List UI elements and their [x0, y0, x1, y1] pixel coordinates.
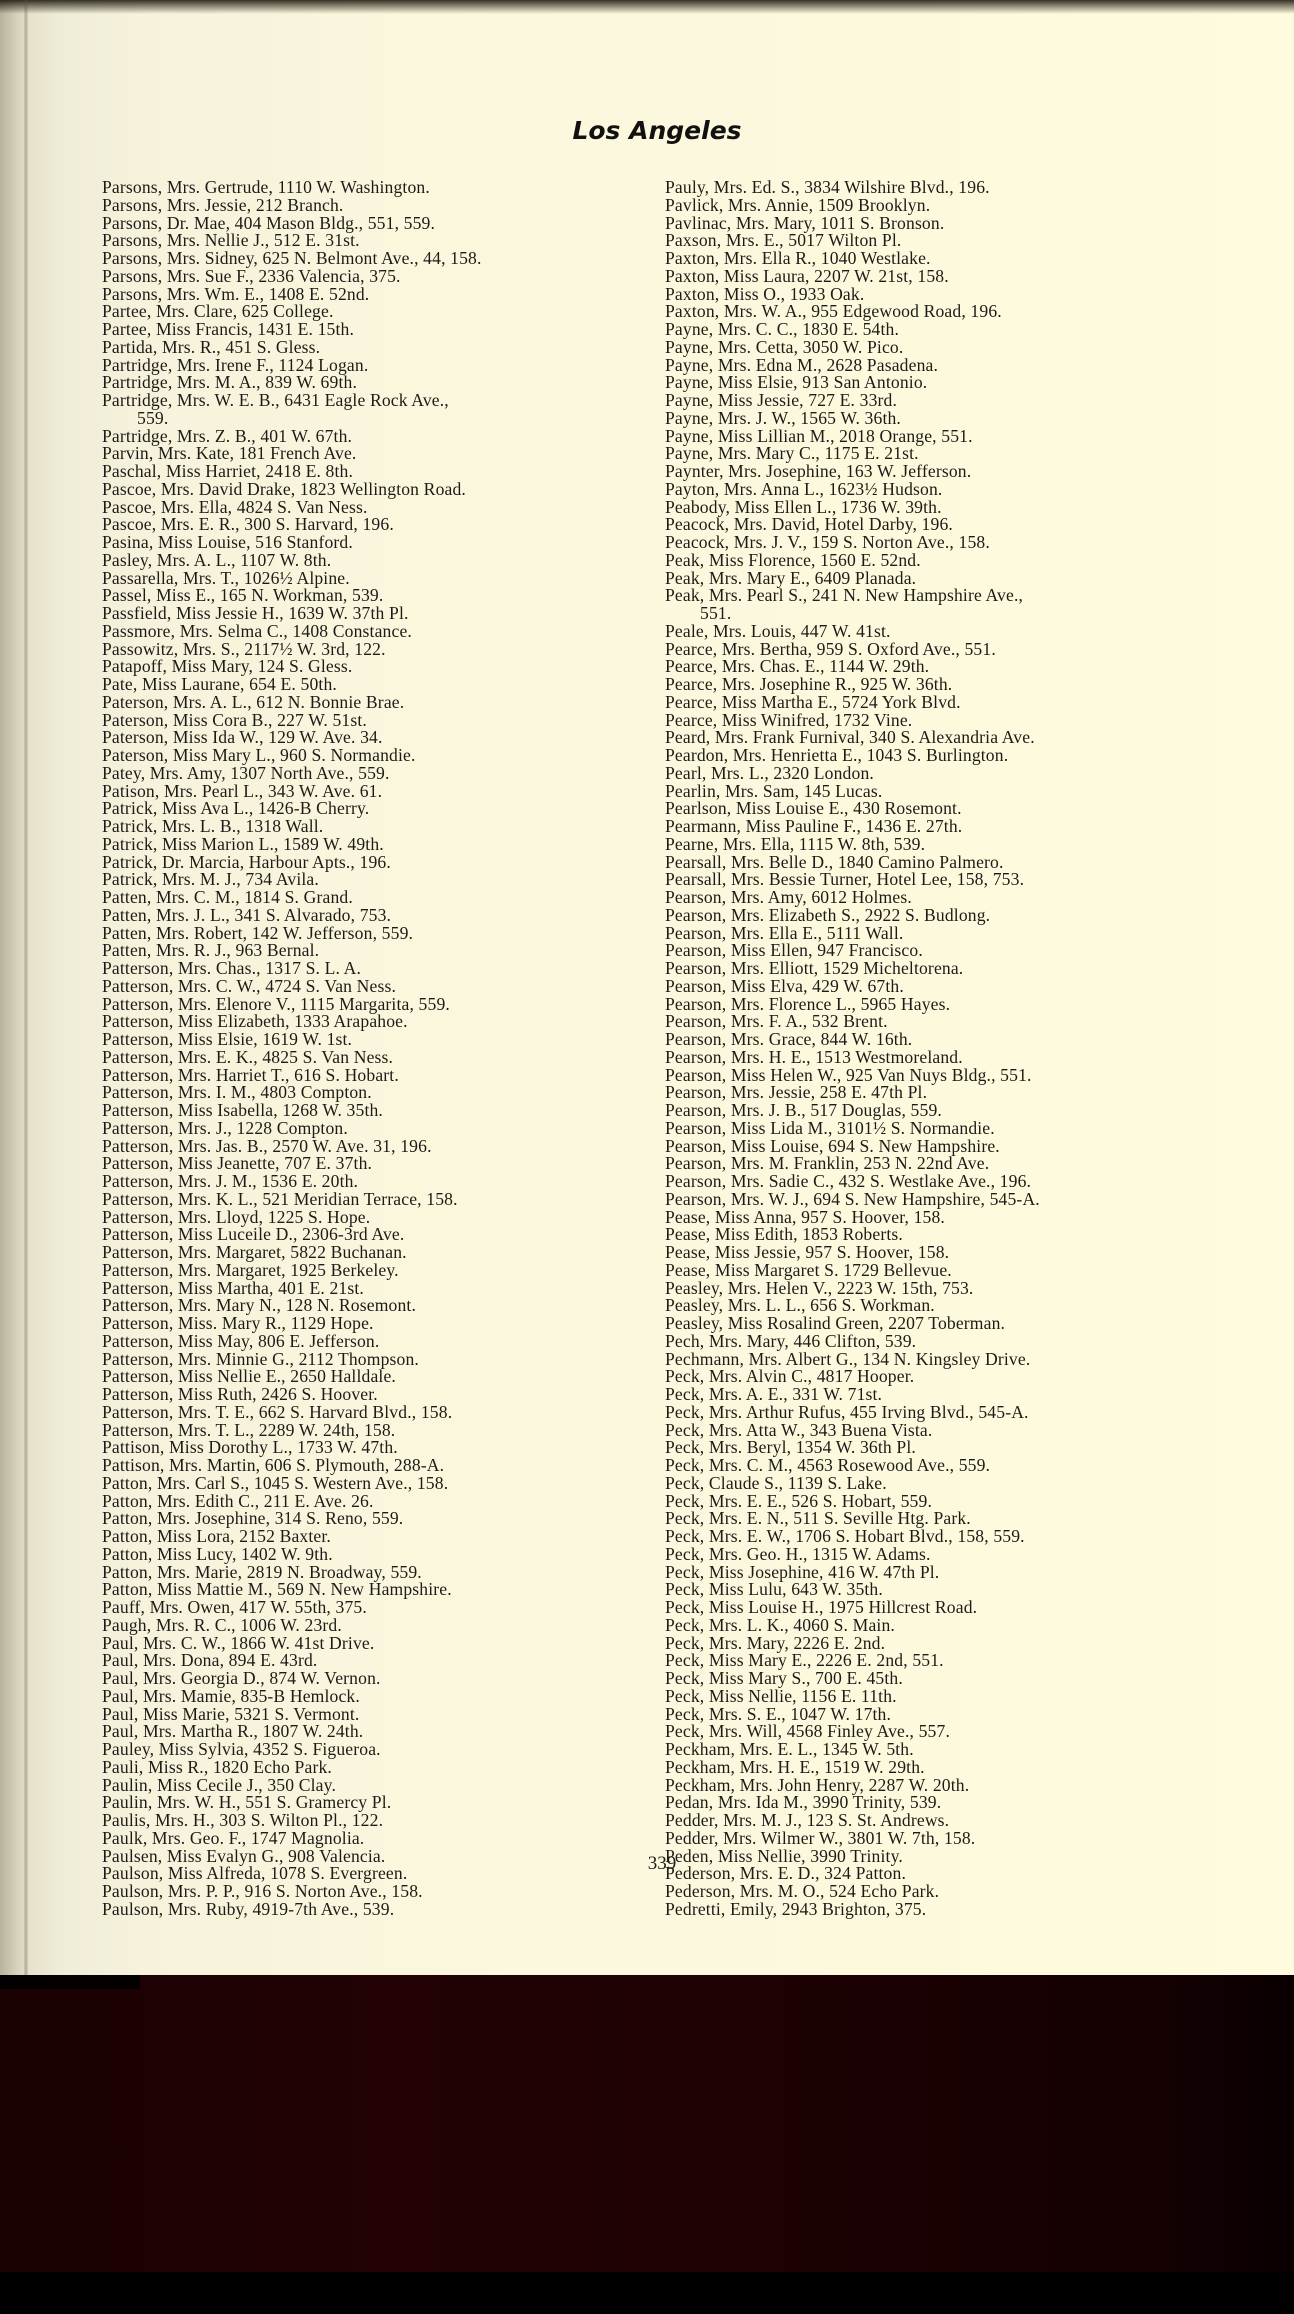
directory-entry: Pearson, Mrs. Amy, 6012 Holmes.: [665, 887, 912, 907]
directory-entry: Pearmann, Miss Pauline F., 1436 E. 27th.: [665, 816, 963, 836]
directory-entry: Peden, Miss Nellie, 3990 Trinity.: [665, 1845, 903, 1866]
directory-entry: Patterson, Mrs. Minnie G., 2112 Thompson.: [102, 1348, 419, 1369]
directory-entry: Pearce, Mrs. Chas. E., 1144 W. 29th.: [665, 656, 930, 677]
directory-entry: Peck, Mrs. Beryl, 1354 W. 36th Pl.: [665, 1437, 916, 1458]
directory-entry: Peck, Mrs. S. E., 1047 W. 17th.: [665, 1703, 892, 1724]
directory-entry: Paulk, Mrs. Geo. F., 1747 Magnolia.: [102, 1827, 365, 1848]
directory-entry: Patten, Mrs. Robert, 142 W. Jefferson, 559.: [102, 922, 414, 943]
directory-entry: Paugh, Mrs. R. C., 1006 W. 23rd.: [102, 1614, 342, 1635]
directory-entry: Pedder, Mrs. M. J., 123 S. St. Andrews.: [665, 1810, 950, 1830]
directory-entry: Peck, Miss Mary E., 2226 E. 2nd, 551.: [665, 1650, 944, 1671]
directory-entry: Peck, Miss Louise H., 1975 Hillcrest Road.: [665, 1597, 978, 1617]
directory-entry: Partridge, Mrs. Z. B., 401 W. 67th.: [102, 425, 353, 446]
directory-entry: Pavlick, Mrs. Annie, 1509 Brooklyn.: [665, 194, 931, 215]
directory-entry: Pearson, Mrs. Elliott, 1529 Micheltorena.: [665, 958, 964, 978]
directory-entry: Patterson, Mrs. Margaret, 5822 Buchanan.: [102, 1242, 407, 1262]
directory-entry: Pascoe, Mrs. E. R., 300 S. Harvard, 196.: [102, 514, 394, 535]
directory-entry: Paterson, Miss Mary L., 960 S. Normandie.: [102, 745, 416, 765]
directory-entry: Pedretti, Emily, 2943 Brighton, 375.: [665, 1898, 927, 1919]
directory-entry: Peck, Mrs. Geo. H., 1315 W. Adams.: [665, 1543, 931, 1564]
directory-entry: Patton, Mrs. Josephine, 314 S. Reno, 559.: [102, 1508, 404, 1529]
directory-entry: Patterson, Mrs. Margaret, 1925 Berkeley.: [102, 1259, 399, 1280]
page-title: Los Angeles: [572, 116, 742, 145]
directory-entry: Patterson, Mrs. J., 1228 Compton.: [102, 1117, 348, 1138]
directory-entry: Payne, Mrs. J. W., 1565 W. 36th.: [665, 407, 901, 428]
directory-entry: Pearne, Mrs. Ella, 1115 W. 8th, 539.: [665, 833, 926, 854]
directory-entry: Patten, Mrs. R. J., 963 Bernal.: [102, 940, 320, 961]
directory-entry: Pauli, Miss R., 1820 Echo Park.: [102, 1756, 332, 1777]
directory-entry: Patterson, Mrs. T. L., 2289 W. 24th, 158.: [102, 1419, 396, 1440]
directory-entry: Peabody, Miss Ellen L., 1736 W. 39th.: [665, 496, 942, 517]
directory-entry: Passfield, Miss Jessie H., 1639 W. 37th Pl.: [102, 603, 409, 623]
directory-entry: Peckham, Mrs. John Henry, 2287 W. 20th.: [665, 1774, 970, 1795]
directory-entry: Pederson, Mrs. E. D., 324 Patton.: [665, 1863, 906, 1884]
directory-entry: Paulin, Miss Cecile J., 350 Clay.: [102, 1774, 336, 1795]
directory-entry: Patterson, Miss Luceile D., 2306-3rd Ave.: [102, 1224, 405, 1245]
directory-entry: Partee, Miss Francis, 1431 E. 15th.: [102, 319, 355, 339]
directory-entry: Parsons, Mrs. Wm. E., 1408 E. 52nd.: [102, 283, 370, 304]
directory-entry: Peak, Mrs. Pearl S., 241 N. New Hampshire Ave.,: [665, 585, 1024, 606]
directory-entry: Patterson, Mrs. T. E., 662 S. Harvard Blvd., 158.: [102, 1401, 453, 1422]
directory-entry: Peak, Mrs. Mary E., 6409 Planada.: [665, 567, 917, 588]
directory-entry: Peck, Miss Lulu, 643 W. 35th.: [665, 1579, 883, 1600]
directory-entry: Patterson, Mrs. C. W., 4724 S. Van Ness.: [102, 975, 397, 996]
directory-entry: Pearson, Mrs. Sadie C., 432 S. Westlake Ave., 196.: [665, 1171, 1032, 1191]
directory-entry: Patterson, Miss Elizabeth, 1333 Arapahoe.: [102, 1011, 408, 1032]
directory-entry: Peck, Mrs. C. M., 4563 Rosewood Ave., 559.: [665, 1455, 991, 1475]
directory-entry: Pearson, Mrs. F. A., 532 Brent.: [665, 1011, 888, 1032]
directory-entry: Pearson, Miss Elva, 429 W. 67th.: [665, 975, 904, 996]
book-cover-background: [0, 1975, 1294, 2272]
directory-entry: Payne, Miss Elsie, 913 San Antonio.: [665, 372, 928, 393]
page-number: 339: [647, 1853, 677, 1874]
directory-entry: Payne, Miss Lillian M., 2018 Orange, 551.: [665, 425, 973, 446]
directory-entry: Patrick, Mrs. M. J., 734 Avila.: [102, 869, 319, 890]
directory-entry: Patterson, Miss May, 806 E. Jefferson.: [102, 1330, 380, 1351]
directory-entry: Pearson, Miss Lida M., 3101½ S. Normandie.: [665, 1117, 995, 1138]
directory-entry: Pedder, Mrs. Wilmer W., 3801 W. 7th, 158.: [665, 1827, 976, 1848]
directory-entry: Pearson, Mrs. H. E., 1513 Westmoreland.: [665, 1046, 963, 1067]
directory-entry: Payne, Miss Jessie, 727 E. 33rd.: [665, 390, 898, 410]
directory-entry: Passarella, Mrs. T., 1026½ Alpine.: [102, 567, 350, 588]
directory-entry: Pechmann, Mrs. Albert G., 134 N. Kingsley Drive.: [665, 1348, 1031, 1369]
directory-entry: Peardon, Mrs. Henrietta E., 1043 S. Burlington.: [665, 745, 1009, 765]
directory-entry: Pearce, Miss Martha E., 5724 York Blvd.: [665, 691, 961, 712]
directory-entry: Peck, Mrs. Alvin C., 4817 Hooper.: [665, 1366, 915, 1387]
directory-entry: Patterson, Mrs. Jas. B., 2570 W. Ave. 31, 196.: [102, 1135, 432, 1156]
directory-entry: Pascoe, Mrs. Ella, 4824 S. Van Ness.: [102, 496, 368, 517]
directory-entry: Pearce, Mrs. Bertha, 959 S. Oxford Ave., 551.: [665, 638, 996, 659]
directory-entry: Passel, Miss E., 165 N. Workman, 539.: [102, 585, 384, 606]
directory-entry: Patterson, Mrs. Elenore V., 1115 Margarita, 559.: [102, 993, 450, 1014]
directory-entry: Parvin, Mrs. Kate, 181 French Ave.: [102, 443, 357, 464]
left-column: [102, 179, 662, 1919]
scan-border: [0, 2272, 1294, 2314]
directory-entry: Paulis, Mrs. H., 303 S. Wilton Pl., 122.: [102, 1810, 384, 1830]
directory-entry: Payne, Mrs. Cetta, 3050 W. Pico.: [665, 336, 904, 357]
directory-entry: Peasley, Miss Rosalind Green, 2207 Toberman.: [665, 1313, 1006, 1333]
book-spine-shadow: [24, 0, 28, 1978]
directory-entry: Paul, Mrs. Mamie, 835-B Hemlock.: [102, 1685, 360, 1706]
directory-entry: Paul, Mrs. Dona, 894 E. 43rd.: [102, 1650, 318, 1671]
directory-entry: Patton, Mrs. Marie, 2819 N. Broadway, 559.: [102, 1561, 422, 1582]
directory-entry: Patton, Mrs. Edith C., 211 E. Ave. 26.: [102, 1490, 374, 1511]
directory-entry: Peck, Mrs. Will, 4568 Finley Ave., 557.: [665, 1721, 951, 1742]
directory-entry: Partridge, Mrs. Irene F., 1124 Logan.: [102, 354, 369, 375]
directory-entry: Patterson, Mrs. J. M., 1536 E. 20th.: [102, 1171, 359, 1191]
directory-entry: Pauff, Mrs. Owen, 417 W. 55th, 375.: [102, 1597, 367, 1617]
directory-entry: Patterson, Mrs. Lloyd, 1225 S. Hope.: [102, 1206, 371, 1227]
directory-entry: Patten, Mrs. C. M., 1814 S. Grand.: [102, 887, 353, 907]
directory-entry: Pearlson, Miss Louise E., 430 Rosemont.: [665, 798, 962, 819]
directory-entry: Patton, Mrs. Carl S., 1045 S. Western Ave., 158.: [102, 1472, 449, 1493]
directory-entry: Peck, Mrs. Atta W., 343 Buena Vista.: [665, 1419, 933, 1440]
directory-entry: Paul, Mrs. Martha R., 1807 W. 24th.: [102, 1721, 364, 1742]
directory-entry-continuation: 551.: [700, 603, 732, 623]
directory-entry: Pauley, Miss Sylvia, 4352 S. Figueroa.: [102, 1739, 381, 1759]
directory-entry: Partridge, Mrs. W. E. B., 6431 Eagle Rock Ave.,: [102, 390, 449, 410]
directory-entry: Passmore, Mrs. Selma C., 1408 Constance.: [102, 620, 412, 641]
directory-entry: Pearson, Mrs. J. B., 517 Douglas, 559.: [665, 1100, 942, 1120]
directory-entry: Pearson, Mrs. Elizabeth S., 2922 S. Budlong.: [665, 904, 991, 925]
directory-entry: Paulson, Mrs. Ruby, 4919-7th Ave., 539.: [102, 1898, 395, 1919]
directory-entry: Partida, Mrs. R., 451 S. Gless.: [102, 336, 321, 357]
directory-entry: Pearson, Miss Helen W., 925 Van Nuys Bldg., 551.: [665, 1064, 1032, 1085]
directory-entry: Peck, Mrs. Mary, 2226 E. 2nd.: [665, 1632, 886, 1653]
directory-entry: Pearce, Mrs. Josephine R., 925 W. 36th.: [665, 674, 953, 694]
directory-entry: Pasley, Mrs. A. L., 1107 W. 8th.: [102, 549, 332, 570]
directory-entry: Patton, Miss Lucy, 1402 W. 9th.: [102, 1543, 333, 1564]
directory-entry: Paulin, Mrs. W. H., 551 S. Gramercy Pl.: [102, 1792, 392, 1813]
directory-entry: Peck, Mrs. A. E., 331 W. 71st.: [665, 1384, 883, 1404]
directory-entry: Peard, Mrs. Frank Furnival, 340 S. Alexandria Ave.: [665, 727, 1035, 748]
directory-entry: Paynter, Mrs. Josephine, 163 W. Jefferson.: [665, 461, 972, 481]
directory-entry: Pederson, Mrs. M. O., 524 Echo Park.: [665, 1881, 940, 1901]
directory-entry: Paxton, Miss Laura, 2207 W. 21st, 158.: [665, 265, 949, 286]
directory-entry: Peck, Claude S., 1139 S. Lake.: [665, 1472, 887, 1493]
directory-entry: Parsons, Mrs. Sidney, 625 N. Belmont Ave., 44, 158.: [102, 248, 482, 268]
directory-entry: Patterson, Miss Isabella, 1268 W. 35th.: [102, 1100, 383, 1120]
directory-entry: Pascoe, Mrs. David Drake, 1823 Wellington Road.: [102, 478, 466, 499]
directory-entry: Pearson, Miss Louise, 694 S. New Hampshire.: [665, 1135, 1000, 1156]
directory-entry: Peck, Mrs. E. N., 511 S. Seville Htg. Park.: [665, 1508, 971, 1529]
directory-entry: Pasina, Miss Louise, 516 Stanford.: [102, 532, 353, 552]
directory-entry: Pearsall, Mrs. Bessie Turner, Hotel Lee, 158, 753.: [665, 869, 1025, 890]
directory-entry: Pearl, Mrs. L., 2320 London.: [665, 762, 874, 783]
directory-entry: Parsons, Dr. Mae, 404 Mason Bldg., 551, 559.: [102, 212, 436, 233]
directory-entry: Pauly, Mrs. Ed. S., 3834 Wilshire Blvd., 196.: [665, 177, 990, 197]
directory-entry: Patton, Miss Lora, 2152 Baxter.: [102, 1526, 331, 1546]
directory-entry: Parsons, Mrs. Jessie, 212 Branch.: [102, 194, 344, 215]
directory-entry: Paxton, Miss O., 1933 Oak.: [665, 283, 865, 304]
directory-entry: Parsons, Mrs. Nellie J., 512 E. 31st.: [102, 230, 360, 251]
directory-entry: Patterson, Miss Martha, 401 E. 21st.: [102, 1277, 364, 1298]
directory-entry: Partee, Mrs. Clare, 625 College.: [102, 301, 334, 322]
directory-entry: Paschal, Miss Harriet, 2418 E. 8th.: [102, 461, 354, 481]
directory-entry: Paul, Mrs. C. W., 1866 W. 41st Drive.: [102, 1632, 375, 1653]
directory-entry: Peck, Miss Josephine, 416 W. 47th Pl.: [665, 1561, 940, 1582]
directory-entry: Paulson, Miss Alfreda, 1078 S. Evergreen.: [102, 1863, 408, 1884]
directory-entry: Pease, Miss Margaret S. 1729 Bellevue.: [665, 1259, 952, 1280]
directory-entry: Patterson, Miss Elsie, 1619 W. 1st.: [102, 1029, 353, 1049]
directory-entry: Patrick, Dr. Marcia, Harbour Apts., 196.: [102, 851, 391, 872]
directory-entry: Payne, Mrs. Mary C., 1175 E. 21st.: [665, 443, 919, 464]
directory-entry: Peck, Mrs. E. W., 1706 S. Hobart Blvd., 158, 559.: [665, 1526, 1025, 1546]
directory-entry: Paxson, Mrs. E., 5017 Wilton Pl.: [665, 230, 902, 251]
directory-entry: Pattison, Miss Dorothy L., 1733 W. 47th.: [102, 1437, 398, 1458]
directory-entry: Parsons, Mrs. Sue F., 2336 Valencia, 375.: [102, 265, 401, 286]
directory-entry: Partridge, Mrs. M. A., 839 W. 69th.: [102, 372, 357, 393]
directory-entry: Pease, Miss Anna, 957 S. Hoover, 158.: [665, 1206, 945, 1227]
directory-entry: Peckham, Mrs. E. L., 1345 W. 5th.: [665, 1739, 914, 1759]
directory-entry: Paxton, Mrs. Ella R., 1040 Westlake.: [665, 248, 931, 268]
directory-entry: Pearson, Mrs. W. J., 694 S. New Hampshire, 545-A.: [665, 1188, 1040, 1209]
directory-entry: Paterson, Miss Ida W., 129 W. Ave. 34.: [102, 727, 383, 748]
directory-entry: Peasley, Mrs. Helen V., 2223 W. 15th, 753.: [665, 1277, 974, 1298]
directory-entry: Pearlin, Mrs. Sam, 145 Lucas.: [665, 780, 883, 801]
directory-entry: Patten, Mrs. J. L., 341 S. Alvarado, 753.: [102, 904, 392, 925]
directory-entry: Pearson, Mrs. Ella E., 5111 Wall.: [665, 922, 904, 943]
directory-entry: Patison, Mrs. Pearl L., 343 W. Ave. 61.: [102, 780, 383, 801]
directory-entry: Peale, Mrs. Louis, 447 W. 41st.: [665, 620, 891, 641]
directory-entry: Peckham, Mrs. H. E., 1519 W. 29th.: [665, 1756, 925, 1777]
directory-entry: Pearce, Miss Winifred, 1732 Vine.: [665, 709, 913, 730]
directory-entry: Peck, Mrs. L. K., 4060 S. Main.: [665, 1614, 895, 1635]
directory-entry: Patterson, Mrs. Chas., 1317 S. L. A.: [102, 958, 362, 978]
directory-entry: Peck, Miss Mary S., 700 E. 45th.: [665, 1668, 903, 1688]
directory-entry: Pate, Miss Laurane, 654 E. 50th.: [102, 674, 337, 694]
directory-entry: Patrick, Miss Ava L., 1426-B Cherry.: [102, 798, 370, 819]
directory-entry: Patterson, Miss. Mary R., 1129 Hope.: [102, 1313, 374, 1333]
directory-entry: Peacock, Mrs. David, Hotel Darby, 196.: [665, 514, 953, 535]
right-column: [665, 179, 1265, 1919]
directory-entry: Patterson, Miss Jeanette, 707 E. 37th.: [102, 1153, 373, 1174]
directory-entry-continuation: 559.: [137, 407, 169, 428]
directory-entry: Pavlinac, Mrs. Mary, 1011 S. Bronson.: [665, 212, 945, 233]
directory-entry: Peck, Mrs. E. E., 526 S. Hobart, 559.: [665, 1490, 932, 1511]
directory-entry: Patterson, Mrs. Harriet T., 616 S. Hobart.: [102, 1064, 399, 1085]
directory-entry: Pearson, Mrs. Grace, 844 W. 16th.: [665, 1029, 913, 1049]
directory-entry: Pattison, Mrs. Martin, 606 S. Plymouth, 288-A.: [102, 1455, 445, 1475]
directory-entry: Patrick, Mrs. L. B., 1318 Wall.: [102, 816, 324, 836]
directory-entry: Patrick, Miss Marion L., 1589 W. 49th.: [102, 833, 384, 854]
directory-entry: Pearson, Mrs. Florence L., 5965 Hayes.: [665, 993, 951, 1014]
directory-entry: Paxton, Mrs. W. A., 955 Edgewood Road, 196.: [665, 301, 1002, 322]
directory-entry: Payton, Mrs. Anna L., 1623½ Hudson.: [665, 478, 943, 499]
directory-entry: Patey, Mrs. Amy, 1307 North Ave., 559.: [102, 762, 390, 783]
directory-entry: Pearson, Mrs. M. Franklin, 253 N. 22nd Ave.: [665, 1153, 990, 1174]
directory-entry: Patterson, Mrs. E. K., 4825 S. Van Ness.: [102, 1046, 394, 1067]
directory-entry: Peacock, Mrs. J. V., 159 S. Norton Ave., 158.: [665, 532, 990, 552]
directory-entry: Pease, Miss Jessie, 957 S. Hoover, 158.: [665, 1242, 950, 1262]
directory-entry: Patterson, Miss Nellie E., 2650 Halldale.: [102, 1366, 396, 1387]
directory-entry: Pearson, Miss Ellen, 947 Francisco.: [665, 940, 923, 961]
directory-entry: Patapoff, Miss Mary, 124 S. Gless.: [102, 656, 353, 677]
directory-entry: Passowitz, Mrs. S., 2117½ W. 3rd, 122.: [102, 638, 386, 659]
directory-entry: Pech, Mrs. Mary, 446 Clifton, 539.: [665, 1330, 917, 1351]
directory-entry: Parsons, Mrs. Gertrude, 1110 W. Washington.: [102, 177, 430, 197]
directory-entry: Paterson, Mrs. A. L., 612 N. Bonnie Brae.: [102, 691, 405, 712]
directory-entry: Paul, Mrs. Georgia D., 874 W. Vernon.: [102, 1668, 381, 1688]
directory-entry: Payne, Mrs. C. C., 1830 E. 54th.: [665, 319, 900, 339]
directory-entry: Peck, Mrs. Arthur Rufus, 455 Irving Blvd., 545-A.: [665, 1401, 1029, 1422]
directory-entry: Patterson, Miss Ruth, 2426 S. Hoover.: [102, 1384, 378, 1404]
directory-entry: Pearsall, Mrs. Belle D., 1840 Camino Palmero.: [665, 851, 1004, 872]
directory-entry: Pedan, Mrs. Ida M., 3990 Trinity, 539.: [665, 1792, 942, 1813]
directory-entry: Peasley, Mrs. L. L., 656 S. Workman.: [665, 1295, 935, 1316]
directory-entry: Pease, Miss Edith, 1853 Roberts.: [665, 1224, 903, 1245]
directory-entry: Patterson, Mrs. Mary N., 128 N. Rosemont.: [102, 1295, 417, 1316]
directory-entry: Patton, Miss Mattie M., 569 N. New Hampshire.: [102, 1579, 452, 1600]
directory-entry: Pearson, Mrs. Jessie, 258 E. 47th Pl.: [665, 1082, 928, 1103]
directory-entry: Paul, Miss Marie, 5321 S. Vermont.: [102, 1703, 360, 1724]
directory-entry: Peak, Miss Florence, 1560 E. 52nd.: [665, 549, 921, 570]
directory-entry: Payne, Mrs. Edna M., 2628 Pasadena.: [665, 354, 939, 375]
directory-entry: Paulson, Mrs. P. P., 916 S. Norton Ave., 158.: [102, 1881, 423, 1901]
directory-entry: Patterson, Mrs. I. M., 4803 Compton.: [102, 1082, 372, 1103]
directory-entry: Paulsen, Miss Evalyn G., 908 Valencia.: [102, 1845, 386, 1866]
directory-entry: Patterson, Mrs. K. L., 521 Meridian Terrace, 158.: [102, 1188, 458, 1209]
directory-entry: Paterson, Miss Cora B., 227 W. 51st.: [102, 709, 367, 730]
directory-entry: Peck, Miss Nellie, 1156 E. 11th.: [665, 1685, 897, 1706]
